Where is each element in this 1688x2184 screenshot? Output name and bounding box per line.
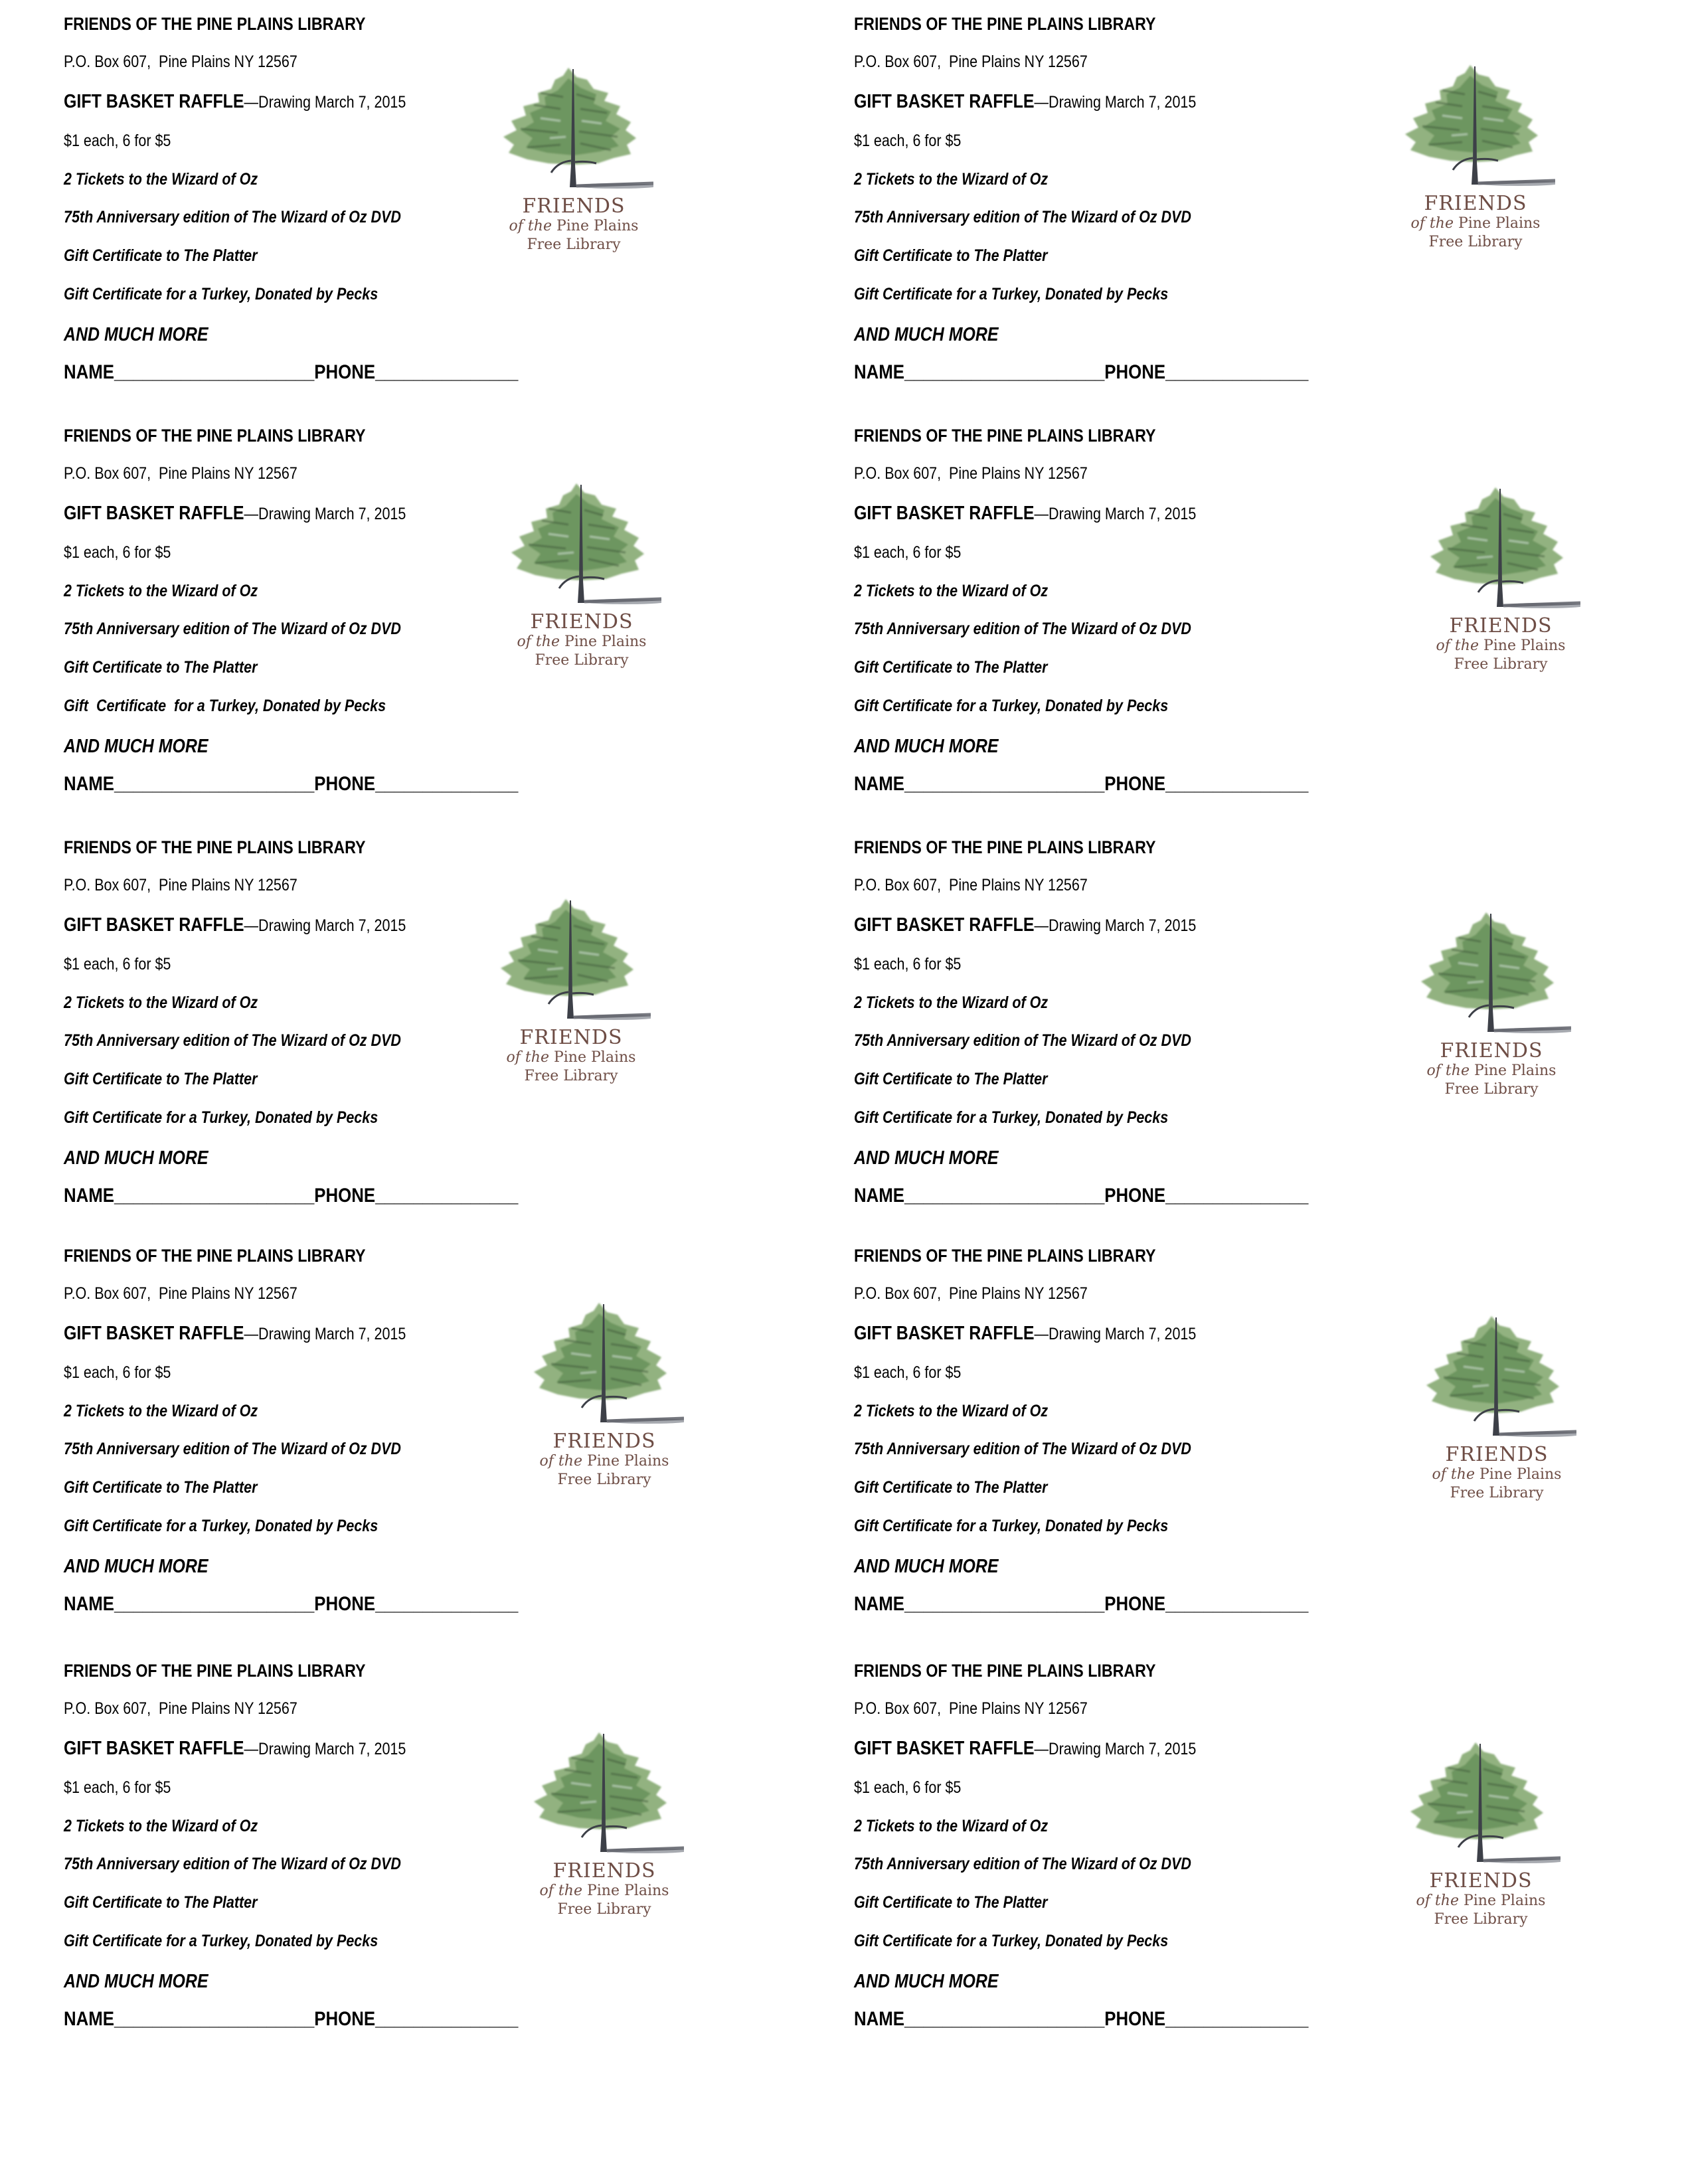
name-label: NAME	[64, 361, 114, 383]
signup-line	[64, 2009, 518, 2029]
logo-pine-plains-name: Pine Plains	[551, 218, 639, 234]
prize-item: Gift Certificate for a Turkey, Donated by Pecks	[64, 285, 379, 303]
logo-pine-plains-text	[491, 1050, 651, 1065]
mailing-address: P.O. Box 607, Pine Plains NY 12567	[854, 464, 1088, 483]
logo-of-the-text: of the	[1410, 215, 1454, 232]
drawing-date: Drawing March 7, 2015	[1049, 1325, 1197, 1343]
phone-field[interactable]: _______________	[1165, 1593, 1309, 1615]
logo-of-the-text: of the	[539, 1453, 582, 1470]
drawing-date: Drawing March 7, 2015	[1049, 916, 1197, 935]
name-label: NAME	[854, 361, 904, 383]
raffle-heading	[854, 916, 1196, 935]
raffle-ticket-3	[64, 372, 794, 795]
logo-free-library-text: Free Library	[557, 1901, 651, 1918]
friends-logo	[491, 896, 651, 1086]
mailing-address: P.O. Box 607, Pine Plains NY 12567	[64, 464, 297, 483]
prize-item: 2 Tickets to the Wizard of Oz	[64, 582, 258, 600]
mailing-address: P.O. Box 607, Pine Plains NY 12567	[64, 876, 297, 894]
raffle-label: GIFT BASKET RAFFLE	[64, 1323, 244, 1344]
logo-friends-text: FRIENDS	[552, 1430, 656, 1453]
logo-free-library-text: Free Library	[1454, 656, 1548, 673]
prize-item: 75th Anniversary edition of The Wizard of Oz DVD	[854, 208, 1191, 226]
name-label: NAME	[64, 2008, 114, 2030]
raffle-dash: —	[1034, 1325, 1049, 1343]
logo-pine-plains-name: Pine Plains	[582, 1883, 669, 1899]
phone-label: PHONE	[1104, 1593, 1166, 1615]
ticket-price: $1 each, 6 for $5	[854, 955, 962, 973]
mailing-address: P.O. Box 607, Pine Plains NY 12567	[64, 1284, 297, 1303]
friends-logo	[502, 481, 661, 670]
logo-pine-plains-text	[494, 219, 653, 234]
logo-of-the-text: of the	[1432, 1466, 1475, 1483]
raffle-heading	[64, 916, 406, 935]
drawing-date: Drawing March 7, 2015	[258, 505, 406, 523]
raffle-ticket-5	[64, 784, 794, 1207]
and-much-more: AND MUCH MORE	[64, 1556, 209, 1577]
pine-tree-icon	[1401, 1740, 1561, 1869]
prize-item: Gift Certificate for a Turkey, Donated by Pecks	[64, 1932, 379, 1950]
name-field[interactable]: _____________________	[904, 773, 1105, 795]
logo-of-the-text: of the	[517, 633, 560, 650]
ticket-price: $1 each, 6 for $5	[854, 1778, 962, 1797]
prize-item: 75th Anniversary edition of The Wizard of Oz DVD	[854, 1855, 1191, 1873]
raffle-ticket-7	[64, 1192, 794, 1615]
pine-tree-icon	[525, 1730, 684, 1859]
raffle-dash: —	[1034, 93, 1049, 112]
friends-logo	[1401, 1740, 1561, 1929]
raffle-ticket-9	[64, 1607, 794, 2030]
raffle-ticket-10	[854, 1607, 1584, 2030]
and-much-more: AND MUCH MORE	[854, 736, 999, 757]
name-label: NAME	[64, 1593, 114, 1615]
phone-field[interactable]: _______________	[1165, 1185, 1309, 1207]
phone-label: PHONE	[1104, 773, 1166, 795]
prize-item: 75th Anniversary edition of The Wizard of Oz DVD	[64, 1855, 401, 1873]
raffle-heading	[854, 1739, 1196, 1758]
pine-tree-icon	[1412, 910, 1571, 1039]
raffle-dash: —	[244, 1740, 259, 1758]
ticket-price: $1 each, 6 for $5	[854, 131, 962, 150]
friends-logo	[1421, 485, 1580, 674]
prize-item: Gift Certificate for a Turkey, Donated by Pecks	[854, 1517, 1169, 1535]
pine-tree-icon	[491, 896, 651, 1026]
organization-title: FRIENDS OF THE PINE PLAINS LIBRARY	[64, 837, 366, 857]
logo-pine-plains-name: Pine Plains	[559, 633, 647, 650]
friends-logo	[494, 65, 653, 254]
drawing-date: Drawing March 7, 2015	[258, 1740, 406, 1758]
prize-item: Gift Certificate to The Platter	[854, 658, 1048, 677]
ticket-price: $1 each, 6 for $5	[854, 1363, 962, 1382]
logo-friends-text: FRIENDS	[530, 610, 633, 633]
ticket-price: $1 each, 6 for $5	[64, 1778, 171, 1797]
name-field[interactable]: _____________________	[114, 1593, 315, 1615]
friends-logo	[1417, 1313, 1576, 1503]
organization-title: FRIENDS OF THE PINE PLAINS LIBRARY	[854, 1661, 1156, 1681]
pine-tree-icon	[1396, 62, 1555, 192]
and-much-more: AND MUCH MORE	[64, 324, 209, 345]
mailing-address: P.O. Box 607, Pine Plains NY 12567	[854, 1699, 1088, 1718]
logo-friends-text: FRIENDS	[522, 195, 626, 218]
phone-label: PHONE	[1104, 361, 1166, 383]
logo-free-library-text: Free Library	[1428, 234, 1523, 250]
prize-item: Gift Certificate to The Platter	[854, 246, 1048, 265]
and-much-more: AND MUCH MORE	[854, 1971, 999, 1992]
prize-item: 2 Tickets to the Wizard of Oz	[64, 1817, 258, 1835]
raffle-heading	[854, 504, 1196, 523]
ticket-price: $1 each, 6 for $5	[64, 543, 171, 562]
prize-item: 75th Anniversary edition of The Wizard of Oz DVD	[64, 208, 401, 226]
prize-item: 75th Anniversary edition of The Wizard of Oz DVD	[64, 1440, 401, 1458]
prize-item: Gift Certificate for a Turkey, Donated by Pecks	[64, 1517, 379, 1535]
raffle-label: GIFT BASKET RAFFLE	[854, 1323, 1035, 1344]
pine-tree-icon	[1417, 1313, 1576, 1443]
prize-item: Gift Certificate for a Turkey, Donated by Pecks	[854, 1932, 1169, 1950]
and-much-more: AND MUCH MORE	[854, 1556, 999, 1577]
prize-item: 2 Tickets to the Wizard of Oz	[64, 170, 258, 189]
raffle-heading	[64, 504, 406, 523]
phone-field[interactable]: _______________	[375, 2008, 519, 2030]
raffle-label: GIFT BASKET RAFFLE	[64, 1738, 244, 1759]
prize-item: Gift Certificate for a Turkey, Donated by Pecks	[854, 697, 1169, 715]
phone-field[interactable]: _______________	[375, 361, 519, 383]
raffle-ticket-2	[854, 0, 1584, 383]
logo-pine-plains-text	[502, 635, 661, 649]
and-much-more: AND MUCH MORE	[854, 324, 999, 345]
raffle-label: GIFT BASKET RAFFLE	[64, 503, 244, 524]
ticket-price: $1 each, 6 for $5	[64, 955, 171, 973]
name-field[interactable]: _____________________	[114, 361, 315, 383]
logo-pine-plains-name: Pine Plains	[549, 1049, 636, 1066]
logo-friends-text: FRIENDS	[1449, 614, 1553, 637]
logo-friends-text: FRIENDS	[552, 1859, 656, 1883]
phone-field[interactable]: _______________	[1165, 2008, 1309, 2030]
prize-item: 2 Tickets to the Wizard of Oz	[854, 1817, 1049, 1835]
mailing-address: P.O. Box 607, Pine Plains NY 12567	[64, 1699, 297, 1718]
phone-label: PHONE	[314, 2008, 376, 2030]
and-much-more: AND MUCH MORE	[64, 736, 209, 757]
raffle-label: GIFT BASKET RAFFLE	[854, 91, 1035, 112]
logo-pine-plains-text	[1396, 216, 1555, 231]
logo-free-library-text: Free Library	[524, 1068, 618, 1084]
prize-item: 75th Anniversary edition of The Wizard of Oz DVD	[854, 1440, 1191, 1458]
phone-label: PHONE	[1104, 1185, 1166, 1207]
logo-pine-plains-text	[525, 1454, 684, 1469]
name-field[interactable]: _____________________	[114, 773, 315, 795]
friends-logo	[525, 1730, 684, 1919]
phone-field[interactable]: _______________	[1165, 773, 1309, 795]
raffle-dash: —	[1034, 505, 1049, 523]
prize-item: Gift Certificate to The Platter	[64, 1893, 258, 1912]
logo-pine-plains-name: Pine Plains	[582, 1453, 669, 1470]
ticket-price: $1 each, 6 for $5	[64, 131, 171, 150]
prize-item: 2 Tickets to the Wizard of Oz	[854, 1402, 1049, 1420]
ticket-price: $1 each, 6 for $5	[64, 1363, 171, 1382]
phone-field[interactable]: _______________	[375, 1185, 519, 1207]
raffle-ticket-1	[64, 0, 794, 383]
prize-item: Gift Certificate to The Platter	[64, 1070, 258, 1088]
logo-friends-text: FRIENDS	[1440, 1039, 1543, 1062]
mailing-address: P.O. Box 607, Pine Plains NY 12567	[854, 876, 1088, 894]
raffle-dash: —	[1034, 916, 1049, 935]
logo-free-library-text: Free Library	[1450, 1485, 1544, 1501]
name-field[interactable]: _____________________	[114, 1185, 315, 1207]
logo-free-library-text: Free Library	[1444, 1081, 1539, 1098]
phone-field[interactable]: _______________	[1165, 361, 1309, 383]
prize-item: Gift Certificate to The Platter	[64, 1478, 258, 1497]
raffle-ticket-6	[854, 784, 1584, 1207]
prize-item: 75th Anniversary edition of The Wizard of Oz DVD	[854, 1031, 1191, 1050]
name-label: NAME	[854, 773, 904, 795]
prize-item: 2 Tickets to the Wizard of Oz	[64, 1402, 258, 1420]
name-field[interactable]: _____________________	[904, 1593, 1105, 1615]
logo-friends-text: FRIENDS	[1429, 1869, 1533, 1892]
organization-title: FRIENDS OF THE PINE PLAINS LIBRARY	[854, 14, 1156, 34]
pine-tree-icon	[1421, 485, 1580, 614]
ticket-price: $1 each, 6 for $5	[854, 543, 962, 562]
organization-title: FRIENDS OF THE PINE PLAINS LIBRARY	[64, 1661, 366, 1681]
phone-label: PHONE	[314, 1593, 376, 1615]
logo-pine-plains-name: Pine Plains	[1474, 1466, 1562, 1483]
raffle-ticket-4	[854, 372, 1584, 795]
signup-line	[854, 2009, 1308, 2029]
organization-title: FRIENDS OF THE PINE PLAINS LIBRARY	[64, 1246, 366, 1266]
drawing-date: Drawing March 7, 2015	[258, 916, 406, 935]
raffle-label: GIFT BASKET RAFFLE	[854, 503, 1035, 524]
friends-logo	[1412, 910, 1571, 1099]
prize-item: Gift Certificate for a Turkey, Donated by Pecks	[854, 285, 1169, 303]
prize-item: 2 Tickets to the Wizard of Oz	[64, 993, 258, 1012]
logo-pine-plains-text	[525, 1884, 684, 1898]
pine-tree-icon	[502, 481, 661, 610]
raffle-dash: —	[1034, 1740, 1049, 1758]
prize-item: 75th Anniversary edition of The Wizard of Oz DVD	[64, 620, 401, 638]
phone-field[interactable]: _______________	[375, 1593, 519, 1615]
prize-item: Gift Certificate for a Turkey, Donated by Pecks	[854, 1108, 1169, 1127]
logo-free-library-text: Free Library	[1434, 1911, 1528, 1928]
logo-of-the-text: of the	[1436, 637, 1479, 654]
raffle-heading	[854, 92, 1196, 112]
logo-pine-plains-name: Pine Plains	[1458, 1892, 1546, 1909]
raffle-dash: —	[244, 916, 259, 935]
mailing-address: P.O. Box 607, Pine Plains NY 12567	[854, 1284, 1088, 1303]
and-much-more: AND MUCH MORE	[854, 1147, 999, 1169]
logo-pine-plains-text	[1401, 1894, 1561, 1908]
prize-item: Gift Certificate to The Platter	[854, 1478, 1048, 1497]
logo-friends-text: FRIENDS	[519, 1026, 623, 1049]
logo-of-the-text: of the	[1416, 1892, 1459, 1909]
logo-friends-text: FRIENDS	[1445, 1443, 1549, 1466]
raffle-label: GIFT BASKET RAFFLE	[64, 914, 244, 936]
prize-item: Gift Certificate for a Turkey, Donated by Pecks	[64, 1108, 379, 1127]
and-much-more: AND MUCH MORE	[64, 1971, 209, 1992]
prize-item: Gift Certificate to The Platter	[854, 1070, 1048, 1088]
name-field[interactable]: _____________________	[904, 2008, 1105, 2030]
pine-tree-icon	[494, 65, 653, 195]
logo-free-library-text: Free Library	[557, 1471, 651, 1488]
raffle-heading	[64, 1739, 406, 1758]
phone-label: PHONE	[314, 361, 376, 383]
name-label: NAME	[64, 773, 114, 795]
logo-free-library-text: Free Library	[527, 236, 621, 253]
organization-title: FRIENDS OF THE PINE PLAINS LIBRARY	[854, 1246, 1156, 1266]
raffle-dash: —	[244, 1325, 259, 1343]
raffle-heading	[854, 1324, 1196, 1343]
organization-title: FRIENDS OF THE PINE PLAINS LIBRARY	[64, 426, 366, 446]
logo-pine-plains-name: Pine Plains	[1469, 1062, 1557, 1079]
phone-field[interactable]: _______________	[375, 773, 519, 795]
prize-item: 2 Tickets to the Wizard of Oz	[854, 170, 1049, 189]
raffle-heading	[64, 1324, 406, 1343]
name-field[interactable]: _____________________	[904, 1185, 1105, 1207]
name-label: NAME	[854, 1593, 904, 1615]
and-much-more: AND MUCH MORE	[64, 1147, 209, 1169]
phone-label: PHONE	[314, 773, 376, 795]
raffle-ticket-8	[854, 1192, 1584, 1615]
mailing-address: P.O. Box 607, Pine Plains NY 12567	[854, 52, 1088, 71]
logo-friends-text: FRIENDS	[1424, 192, 1527, 215]
logo-pine-plains-name: Pine Plains	[1453, 215, 1541, 232]
raffle-heading	[64, 92, 406, 112]
raffle-dash: —	[244, 505, 259, 523]
prize-item: Gift Certificate for a Turkey, Donated by Pecks	[64, 697, 386, 715]
prize-item: 2 Tickets to the Wizard of Oz	[854, 582, 1049, 600]
drawing-date: Drawing March 7, 2015	[258, 93, 406, 112]
pine-tree-icon	[525, 1300, 684, 1430]
logo-free-library-text: Free Library	[535, 652, 629, 669]
organization-title: FRIENDS OF THE PINE PLAINS LIBRARY	[854, 837, 1156, 857]
name-label: NAME	[854, 2008, 904, 2030]
logo-pine-plains-text	[1417, 1468, 1576, 1482]
mailing-address: P.O. Box 607, Pine Plains NY 12567	[64, 52, 297, 71]
logo-pine-plains-text	[1412, 1064, 1571, 1078]
friends-logo	[1396, 62, 1555, 252]
logo-of-the-text: of the	[506, 1049, 549, 1066]
drawing-date: Drawing March 7, 2015	[258, 1325, 406, 1343]
name-label: NAME	[854, 1185, 904, 1207]
logo-of-the-text: of the	[1426, 1062, 1470, 1079]
prize-item: Gift Certificate to The Platter	[64, 658, 258, 677]
friends-logo	[525, 1300, 684, 1489]
organization-title: FRIENDS OF THE PINE PLAINS LIBRARY	[64, 14, 366, 34]
drawing-date: Drawing March 7, 2015	[1049, 1740, 1197, 1758]
prize-item: 75th Anniversary edition of The Wizard of Oz DVD	[854, 620, 1191, 638]
name-label: NAME	[64, 1185, 114, 1207]
raffle-dash: —	[244, 93, 259, 112]
raffle-label: GIFT BASKET RAFFLE	[854, 1738, 1035, 1759]
logo-pine-plains-name: Pine Plains	[1478, 637, 1566, 654]
prize-item: Gift Certificate to The Platter	[854, 1893, 1048, 1912]
phone-label: PHONE	[314, 1185, 376, 1207]
logo-pine-plains-text	[1421, 639, 1580, 653]
prize-item: Gift Certificate to The Platter	[64, 246, 258, 265]
raffle-label: GIFT BASKET RAFFLE	[64, 91, 244, 112]
logo-of-the-text: of the	[509, 218, 552, 234]
prize-item: 75th Anniversary edition of The Wizard of Oz DVD	[64, 1031, 401, 1050]
name-field[interactable]: _____________________	[114, 2008, 315, 2030]
prize-item: 2 Tickets to the Wizard of Oz	[854, 993, 1049, 1012]
phone-label: PHONE	[1104, 2008, 1166, 2030]
drawing-date: Drawing March 7, 2015	[1049, 93, 1197, 112]
name-field[interactable]: _____________________	[904, 361, 1105, 383]
organization-title: FRIENDS OF THE PINE PLAINS LIBRARY	[854, 426, 1156, 446]
raffle-label: GIFT BASKET RAFFLE	[854, 914, 1035, 936]
logo-of-the-text: of the	[539, 1883, 582, 1899]
drawing-date: Drawing March 7, 2015	[1049, 505, 1197, 523]
